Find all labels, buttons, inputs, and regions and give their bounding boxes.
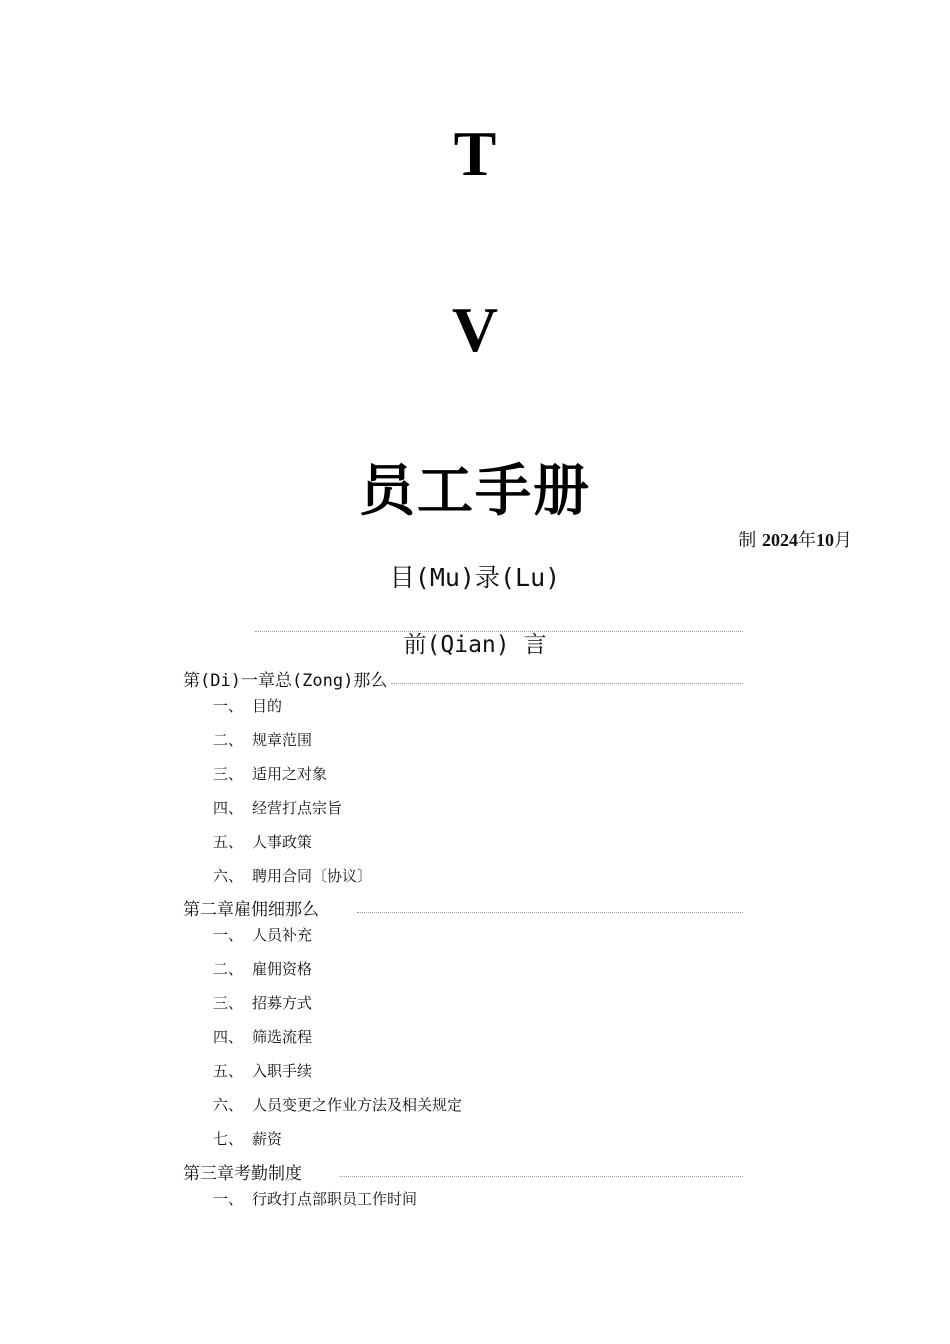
date-month-unit: 月 <box>834 530 852 551</box>
date-year-unit: 年 <box>798 530 816 551</box>
item-text: 目的 <box>252 697 283 715</box>
toc-chapter-3[interactable] <box>183 1162 743 1186</box>
item-number: 六、 <box>213 867 244 885</box>
item-number: 三、 <box>213 765 244 783</box>
chapter-title: 第二章雇佣细那么 <box>183 900 319 920</box>
item-text: 规章范围 <box>252 731 313 749</box>
toc-item[interactable] <box>213 695 282 717</box>
toc-heading: 目(Mu)录(Lu) <box>389 563 561 592</box>
chapter-title: 第(Di)一章总(Zong)那么 <box>183 671 388 691</box>
dot-leader <box>340 1176 743 1177</box>
document-title: 员工手册 <box>359 459 591 524</box>
toc-item[interactable] <box>213 1094 462 1116</box>
item-number: 一、 <box>213 926 244 944</box>
item-number: 二、 <box>213 960 244 978</box>
item-text: 入职手续 <box>252 1062 313 1080</box>
toc-item[interactable] <box>213 958 312 980</box>
date-year: 2024 <box>762 530 798 550</box>
date-prefix: 制 <box>738 530 757 551</box>
dot-leader <box>391 683 743 684</box>
dot-leader <box>357 912 743 913</box>
toc-item[interactable] <box>213 763 327 785</box>
item-number: 四、 <box>213 799 244 817</box>
toc-item[interactable] <box>213 992 312 1014</box>
toc-item[interactable] <box>213 1128 282 1150</box>
toc-item[interactable] <box>213 1026 312 1048</box>
item-text: 雇佣资格 <box>252 960 313 978</box>
cover-letter-v: V <box>451 294 499 365</box>
toc-preface[interactable]: 前(Qian) 言 <box>403 632 547 658</box>
item-text: 人事政策 <box>252 833 313 851</box>
toc-item[interactable] <box>213 797 342 819</box>
item-text: 行政打点部职员工作时间 <box>252 1190 418 1208</box>
toc-item[interactable] <box>213 924 312 946</box>
item-text: 筛选流程 <box>252 1028 313 1046</box>
toc-item[interactable] <box>213 1060 312 1082</box>
cover-letter-t: T <box>453 118 497 189</box>
date-month: 10 <box>816 530 834 550</box>
toc-item[interactable] <box>213 1188 417 1210</box>
item-number: 一、 <box>213 697 244 715</box>
item-number: 六、 <box>213 1096 244 1114</box>
item-text: 经营打点宗旨 <box>252 799 343 817</box>
item-text: 人员变更之作业方法及相关规定 <box>252 1096 463 1114</box>
item-number: 二、 <box>213 731 244 749</box>
item-number: 五、 <box>213 1062 244 1080</box>
toc-item[interactable] <box>213 865 372 887</box>
toc-chapter-1[interactable] <box>183 669 743 693</box>
toc-chapter-2[interactable] <box>183 898 743 922</box>
item-text: 适用之对象 <box>252 765 328 783</box>
item-number: 五、 <box>213 833 244 851</box>
item-number: 七、 <box>213 1130 244 1148</box>
item-number: 四、 <box>213 1028 244 1046</box>
item-text: 聘用合同〔协议〕 <box>252 867 373 885</box>
toc-item[interactable] <box>213 831 312 853</box>
item-text: 薪资 <box>252 1130 283 1148</box>
chapter-title: 第三章考勤制度 <box>183 1164 302 1184</box>
toc-item[interactable] <box>213 729 312 751</box>
item-number: 三、 <box>213 994 244 1012</box>
item-text: 招募方式 <box>252 994 313 1012</box>
issue-date <box>738 527 852 554</box>
item-number: 一、 <box>213 1190 244 1208</box>
item-text: 人员补充 <box>252 926 313 944</box>
